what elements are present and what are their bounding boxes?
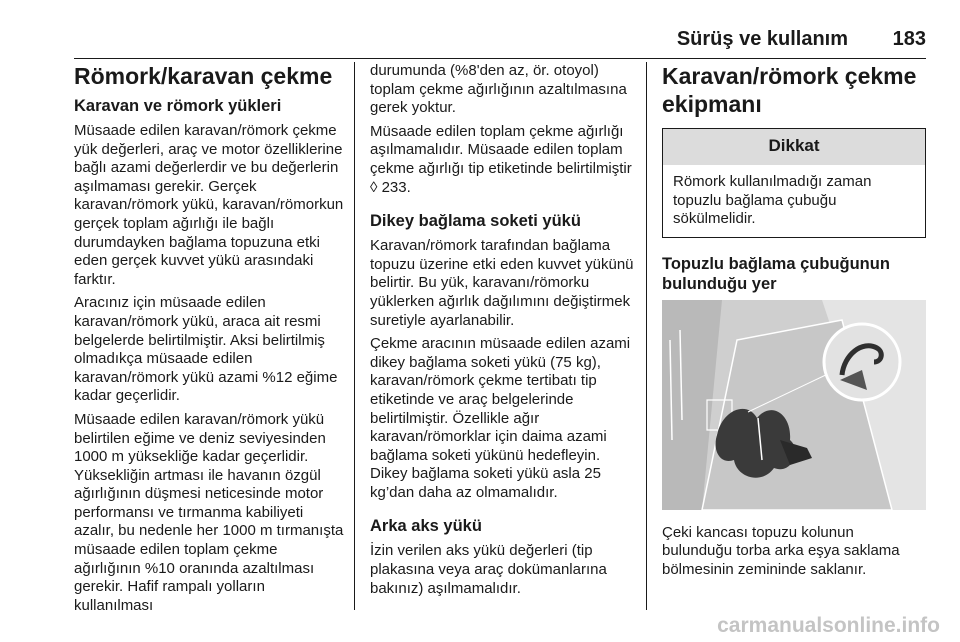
warning-text: Römork kullanılmadığı zaman topuzlu bağlama çubuğu sökülmelidir. bbox=[673, 173, 872, 228]
paragraph: İzin verilen aks yükü değerleri (tip plakasına veya araç dokümanlarına bakınız) aşılmamalıdır. bbox=[370, 542, 607, 597]
subsection-title: Arka aks yükü bbox=[370, 517, 482, 536]
figure-caption: Çeki kancası topuzu kolunun bulunduğu torba arka eşya saklama bölmesinin zemininde saklanır. bbox=[662, 523, 900, 578]
column-1 bbox=[74, 62, 346, 620]
subsection-title: Dikey bağlama soketi yükü bbox=[370, 212, 581, 231]
page-number: 183 bbox=[892, 28, 926, 50]
header-divider bbox=[74, 58, 926, 59]
header-title: Sürüş ve kullanım bbox=[676, 28, 848, 50]
paragraph: Çekme aracının müsaade edilen azami dikey bağlama soketi yükü (75 kg), karavan/römork çekme tertibatı tip etiketinde ve araç belgelerinde belirtilmiştir. Özellikle ağır karavan/römorklar için daima azami bağlama soketi yükünü hedefleyin. Dikey bağlama soketi yükü asla 25 kg’dan daha az olmamalıdır. bbox=[370, 335, 631, 501]
section-title: Karavan/römork çekme ekipmanı bbox=[662, 63, 917, 117]
paragraph: Müsaade edilen karavan/römork çekme yük değerleri, araç ve motor özelliklerine bağlı azami değerlerdir ve bu değerlerin aşılmaması gerekir. Gerçek karavan/römork yükü, karavan/römorkun gerçek toplam ağırlığı ile bağlı durumdayken bağlama topuzuna etki eden gerçek kuvvet yükü arasındaki farktır. bbox=[74, 122, 344, 288]
trunk-drawing bbox=[662, 300, 926, 510]
trunk-illustration bbox=[662, 300, 926, 510]
paragraph: Müsaade edilen karavan/römork yükü belirtilen eğime ve deniz seviyesinden 1000 m yüksekliğe kadar geçerlidir. Yüksekliğin artması ile havanın özgül ağırlığının düşmesi neticesinde motor performansı ve tırmanma kabiliyeti azalır, bu nedenle her 1000 m tırmanışta müsaade edilen toplam çekme ağırlığının %10 oranında azaltılması gerekir. Hafif rampalı yolların kullanılması bbox=[74, 410, 344, 614]
column-divider bbox=[646, 62, 647, 610]
column-3 bbox=[662, 62, 926, 585]
page-header bbox=[74, 28, 926, 54]
section-title: Römork/karavan çekme bbox=[74, 63, 333, 89]
subsection-title: Karavan ve römork yükleri bbox=[74, 97, 282, 115]
column-2 bbox=[370, 62, 636, 603]
paragraph: Karavan/römork tarafından bağlama topuzu üzerine etki eden kuvvet yükünü belirtir. Bu yük, karavanı/römorku yüklerken ağırlık dağılımını değiştirmek suretiyle ayarlanabilir. bbox=[370, 237, 634, 329]
paragraph: durumunda (%8'den az, ör. otoyol) toplam çekme ağırlığının azaltılmasına gerek yoktur. bbox=[370, 62, 627, 117]
paragraph: Müsaade edilen toplam çekme ağırlığı aşılmamalıdır. Müsaade edilen toplam çekme ağırlığı tip etiketinde belirtilmiştir ◊ 233. bbox=[370, 122, 632, 196]
watermark: carmanualsonline.info bbox=[717, 614, 940, 637]
subsection-title: Topuzlu bağlama çubuğunun bulunduğu yer bbox=[662, 254, 890, 293]
paragraph: Aracınız için müsaade edilen karavan/römork yükü, araca ait resmi belgelerde belirtilmiştir. Aksi belirtilmiş olmadıkça müsaade edilen karavan/römork yükü azami %12 eğime kadar geçerlidir. bbox=[74, 294, 338, 405]
warning-title: Dikkat bbox=[663, 129, 925, 165]
column-divider bbox=[354, 62, 355, 610]
warning-box bbox=[662, 128, 926, 238]
